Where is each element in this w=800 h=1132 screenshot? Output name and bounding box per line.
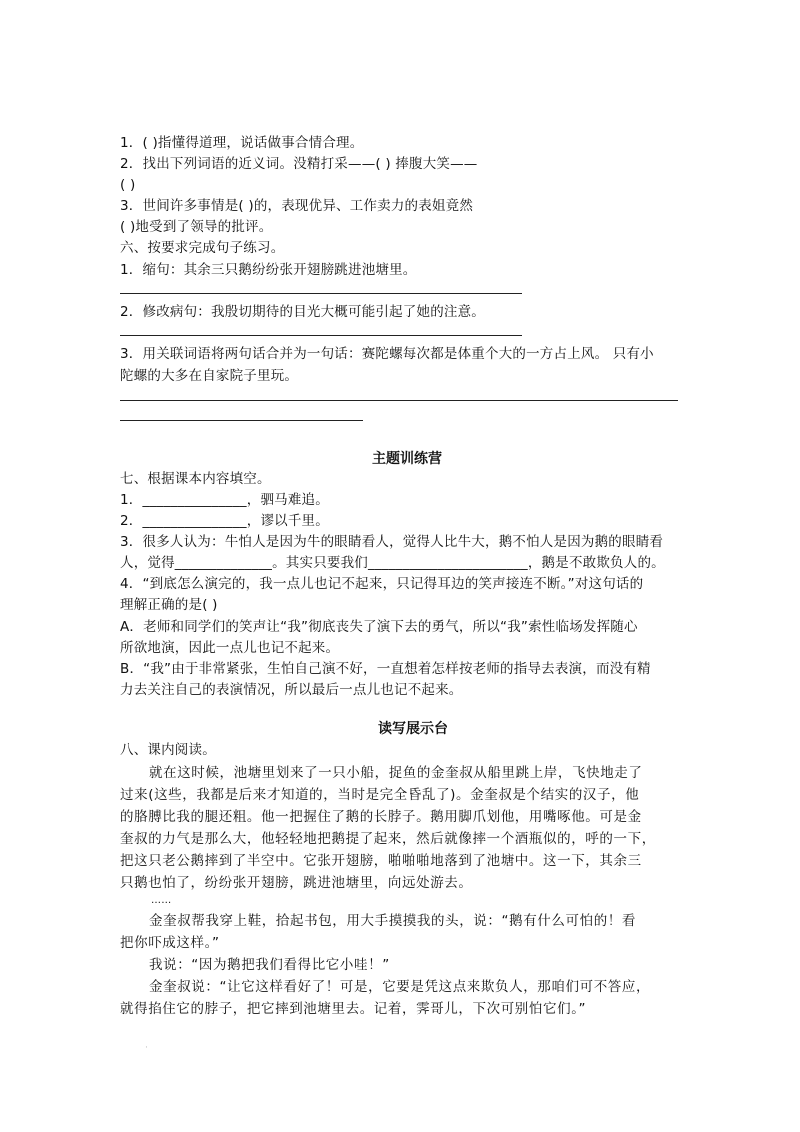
passage-line: 过来(这些，我都是后来才知道的，当时是完全昏乱了)。金奎叔是个结实的汉子，他 bbox=[120, 787, 640, 803]
section-seven-q4: 4．“到底怎么演完的，我一点儿也记不起来，只记得耳边的笑声接连不断。”对这句话的 bbox=[120, 576, 644, 592]
option-a-cont: 所欲地演，因此一点儿也记不起来。 bbox=[120, 640, 340, 656]
question-2-blank: ( ) bbox=[120, 177, 136, 193]
question-1: 1．( )指懂得道理，说话做事合情合理。 bbox=[120, 135, 364, 151]
section-six-q3-cont: 陀螺的大多在自家院子里玩。 bbox=[120, 368, 299, 384]
passage-line: 把你吓成这样。” bbox=[120, 935, 220, 951]
reading-heading: 读写展示台 bbox=[378, 721, 448, 737]
passage-line: 的胳膊比我的腿还粗。他一把握住了鹅的长脖子。鹅用脚爪划他，用嘴啄他。可是金 bbox=[120, 809, 642, 825]
passage-line: 只鹅也怕了，纷纷张开翅膀，跳进池塘里，向远处游去。 bbox=[120, 875, 473, 891]
section-seven-q4-cont: 理解正确的是( ) bbox=[120, 597, 218, 613]
answer-line-3 bbox=[120, 400, 678, 401]
section-seven-q3: 3．很多人认为：牛怕人是因为牛的眼睛看人，觉得人比牛大，鹅不怕人是因为鹅的眼睛看 bbox=[120, 534, 664, 550]
passage-line: 把这只老公鹅摔到了半空中。它张开翅膀，啪啪啪地落到了池塘中。这一下，其余三 bbox=[120, 853, 642, 869]
theme-heading: 主题训练营 bbox=[372, 451, 442, 467]
ellipsis: …… bbox=[151, 895, 172, 906]
section-six-q2: 2．修改病句：我殷切期待的目光大概可能引起了她的注意。 bbox=[120, 304, 485, 320]
section-eight-title: 八、课内阅读。 bbox=[120, 742, 216, 758]
passage-line: 就在这时候，池塘里划来了一只小船，捉鱼的金奎叔从船里跳上岸，飞快地走了 bbox=[149, 765, 643, 781]
passage-line: 金奎叔说：“让它这样看好了！可是，它要是凭这点来欺负人，那咱们可不答应， bbox=[149, 979, 651, 995]
section-six-q1: 1．缩句：其余三只鹅纷纷张开翅膀跳进池塘里。 bbox=[120, 262, 417, 278]
section-seven-q1: 1．_______________，驷马难追。 bbox=[120, 492, 329, 508]
answer-line-2 bbox=[120, 335, 522, 336]
answer-line-1 bbox=[120, 293, 522, 294]
question-3-cont: ( )地受到了领导的批评。 bbox=[120, 219, 273, 235]
option-a: A．老师和同学们的笑声让“我”彻底丧失了演下去的勇气，所以“我”索性临场发挥随心 bbox=[120, 619, 638, 635]
question-3: 3．世间许多事情是( )的，表现优异、工作卖力的表姐竟然 bbox=[120, 198, 474, 214]
option-b: B．“我”由于非常紧张，生怕自己演不好，一直想着怎样按老师的指导去表演，而没有精 bbox=[120, 661, 651, 677]
passage-line: 我说：“因为鹅把我们看得比它小哇！” bbox=[149, 957, 390, 973]
section-seven-title: 七、根据课本内容填空。 bbox=[120, 471, 271, 487]
answer-line-4 bbox=[120, 420, 363, 421]
section-seven-q3-cont: 人，觉得______________。其实只要我们_______________________，鹅是不敢欺负人的。 bbox=[120, 555, 665, 571]
passage-line: 金奎叔帮我穿上鞋，拾起书包，用大手摸摸我的头，说：“鹅有什么可怕的！看 bbox=[149, 913, 636, 929]
option-b-cont: 力去关注自己的表演情况，所以最后一点儿也记不起来。 bbox=[120, 682, 463, 698]
page-speck: · bbox=[145, 1043, 148, 1053]
question-2: 2．找出下列词语的近义词。没精打采——( ) 捧腹大笑—— bbox=[120, 156, 478, 172]
passage-line: 奎叔的力气是那么大，他轻轻地把鹅提了起来，然后就像摔一个酒瓶似的，呼的一下， bbox=[120, 831, 656, 847]
passage-line: 就得掐住它的脖子，把它摔到池塘里去。记着，霁哥儿，下次可别怕它们。” bbox=[120, 1001, 587, 1017]
section-seven-q2: 2．_______________，谬以千里。 bbox=[120, 513, 329, 529]
section-six-title: 六、按要求完成句子练习。 bbox=[120, 240, 285, 256]
section-six-q3: 3．用关联词语将两句话合并为一句话：赛陀螺每次都是体重个大的一方占上风。 只有小 bbox=[120, 346, 654, 362]
